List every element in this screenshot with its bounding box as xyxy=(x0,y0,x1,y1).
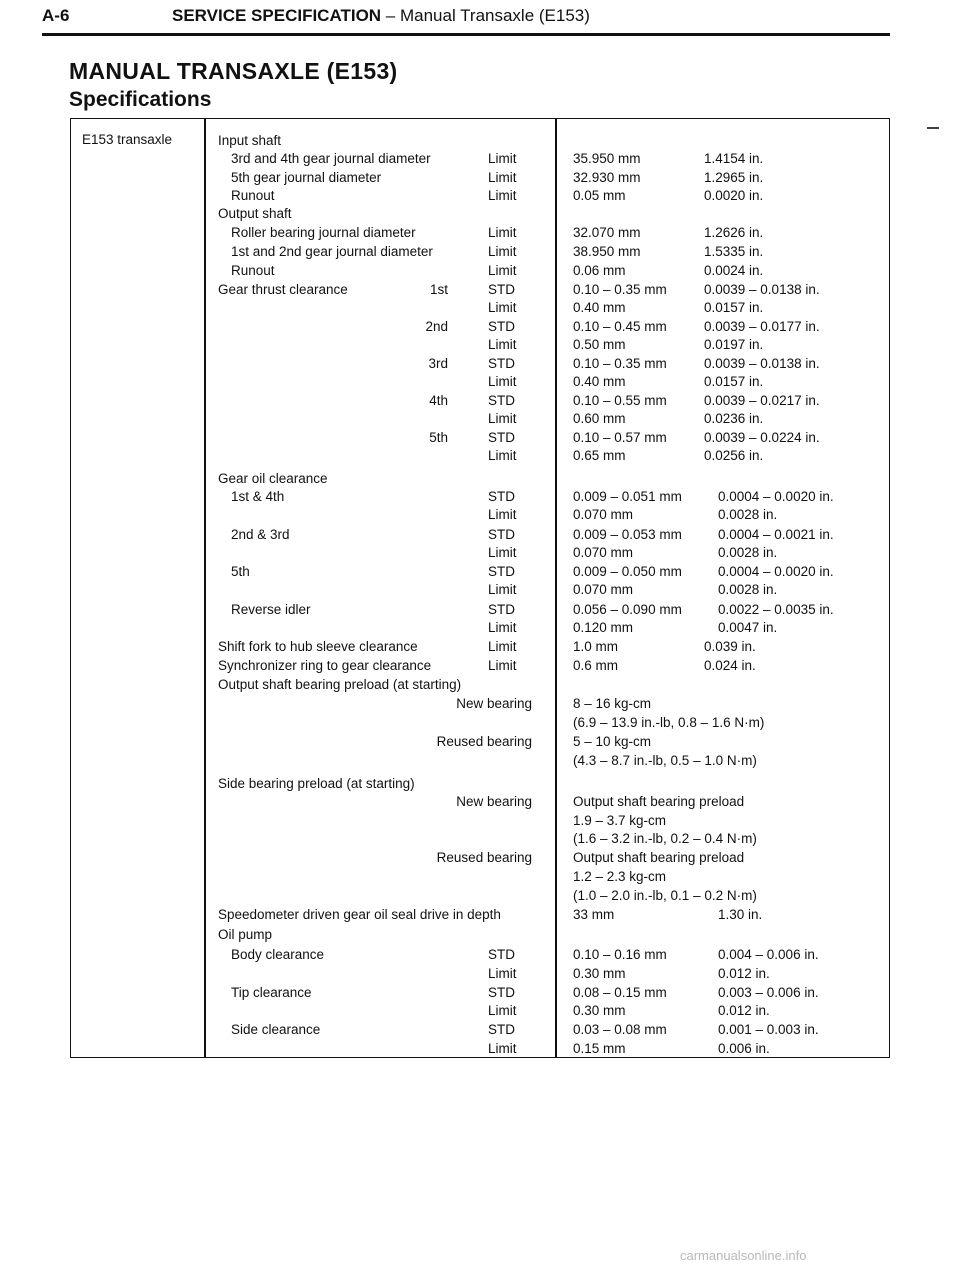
spec-metric-value: 35.950 mm xyxy=(573,151,641,166)
spec-sub-label: 5th xyxy=(429,430,448,445)
spec-metric-value: 0.10 – 0.35 mm xyxy=(573,282,667,297)
spec-label: 5th xyxy=(231,564,250,579)
spec-metric-value: 0.06 mm xyxy=(573,263,626,278)
spec-metric-value: (6.9 – 13.9 in.-lb, 0.8 – 1.6 N·m) xyxy=(573,715,765,730)
spec-imperial-value: 0.024 in. xyxy=(704,658,756,673)
spec-metric-value: 0.08 – 0.15 mm xyxy=(573,985,667,1000)
spec-sub-label: Reused bearing xyxy=(436,734,532,749)
spec-label: Tip clearance xyxy=(231,985,312,1000)
spec-imperial-value: 1.2626 in. xyxy=(704,225,764,240)
spec-metric-value: 0.070 mm xyxy=(573,507,634,522)
spec-imperial-value: 0.003 – 0.006 in. xyxy=(718,985,819,1000)
spec-imperial-value: 0.006 in. xyxy=(718,1041,770,1056)
spec-metric-value: 0.30 mm xyxy=(573,1003,626,1018)
spec-metric-value: 0.009 – 0.051 mm xyxy=(573,489,682,504)
spec-kind: Limit xyxy=(488,448,517,463)
spec-imperial-value: 0.012 in. xyxy=(718,1003,770,1018)
spec-imperial-value: 0.0039 – 0.0138 in. xyxy=(704,356,820,371)
spec-kind: STD xyxy=(488,947,515,962)
spec-kind: STD xyxy=(488,985,515,1000)
spec-metric-value: 0.10 – 0.55 mm xyxy=(573,393,667,408)
spec-kind: Limit xyxy=(488,337,517,352)
spec-label: Body clearance xyxy=(231,947,325,962)
spec-imperial-value: 0.0039 – 0.0224 in. xyxy=(704,430,820,445)
spec-imperial-value: 0.0039 – 0.0138 in. xyxy=(704,282,820,297)
spec-imperial-value: 0.0022 – 0.0035 in. xyxy=(718,602,834,617)
spec-metric-value: 0.070 mm xyxy=(573,582,634,597)
spec-metric-value: Output shaft bearing preload xyxy=(573,794,745,809)
page-number: A-6 xyxy=(42,6,70,25)
spec-imperial-value: 0.0028 in. xyxy=(718,582,778,597)
spec-label: 3rd and 4th gear journal diameter xyxy=(231,151,431,166)
section-title: Specifications xyxy=(69,88,212,111)
spec-kind: STD xyxy=(488,319,515,334)
spec-metric-value: 0.070 mm xyxy=(573,545,634,560)
spec-label: Side bearing preload (at starting) xyxy=(218,776,415,791)
spec-kind: Limit xyxy=(488,151,517,166)
spec-kind: STD xyxy=(488,393,515,408)
running-header-bold: SERVICE SPECIFICATION xyxy=(172,6,382,25)
spec-metric-value: 0.05 mm xyxy=(573,188,626,203)
spec-imperial-value: 0.0047 in. xyxy=(718,620,778,635)
spec-sub-label: 2nd xyxy=(425,319,448,334)
scan-mark xyxy=(927,127,939,129)
spec-metric-value: 0.60 mm xyxy=(573,411,626,426)
spec-label: 2nd & 3rd xyxy=(231,527,290,542)
spec-label: Gear oil clearance xyxy=(218,471,328,486)
spec-kind: Limit xyxy=(488,244,517,259)
spec-metric-value: 1.2 – 2.3 kg-cm xyxy=(573,869,667,884)
spec-imperial-value: 1.30 in. xyxy=(718,907,763,922)
spec-imperial-value: 0.039 in. xyxy=(704,639,756,654)
section-label: E153 transaxle xyxy=(82,132,173,147)
watermark: carmanualsonline.info xyxy=(680,1248,807,1263)
spec-sub-label: 3rd xyxy=(428,356,448,371)
spec-kind: Limit xyxy=(488,188,517,203)
spec-label: Output shaft bearing preload (at starting) xyxy=(218,677,462,692)
spec-kind: Limit xyxy=(488,966,517,981)
spec-kind: STD xyxy=(488,527,515,542)
spec-metric-value: 8 – 16 kg-cm xyxy=(573,696,652,711)
spec-metric-value: 38.950 mm xyxy=(573,244,641,259)
spec-sub-label: New bearing xyxy=(456,794,532,809)
header-rule xyxy=(42,33,890,36)
spec-imperial-value: 0.0020 in. xyxy=(704,188,764,203)
spec-metric-value: (1.6 – 3.2 in.-lb, 0.2 – 0.4 N·m) xyxy=(573,831,757,846)
spec-kind: Limit xyxy=(488,411,517,426)
spec-label: Shift fork to hub sleeve clearance xyxy=(218,639,418,654)
spec-metric-value: 0.120 mm xyxy=(573,620,634,635)
spec-imperial-value: 0.0004 – 0.0020 in. xyxy=(718,489,834,504)
spec-label: Roller bearing journal diameter xyxy=(231,225,416,240)
spec-metric-value: 32.070 mm xyxy=(573,225,641,240)
spec-kind: STD xyxy=(488,489,515,504)
spec-metric-value: 0.056 – 0.090 mm xyxy=(573,602,682,617)
spec-label: Output shaft xyxy=(218,206,292,221)
spec-imperial-value: 0.0004 – 0.0021 in. xyxy=(718,527,834,542)
spec-imperial-value: 0.0236 in. xyxy=(704,411,764,426)
spec-label: Input shaft xyxy=(218,133,282,148)
spec-metric-value: 0.40 mm xyxy=(573,300,626,315)
spec-kind: Limit xyxy=(488,263,517,278)
spec-kind: Limit xyxy=(488,1041,517,1056)
spec-imperial-value: 0.004 – 0.006 in. xyxy=(718,947,819,962)
spec-kind: STD xyxy=(488,282,515,297)
spec-metric-value: Output shaft bearing preload xyxy=(573,850,745,865)
spec-kind: Limit xyxy=(488,545,517,560)
spec-kind: Limit xyxy=(488,1003,517,1018)
spec-imperial-value: 1.5335 in. xyxy=(704,244,764,259)
spec-label: Side clearance xyxy=(231,1022,321,1037)
spec-sub-label: Reused bearing xyxy=(436,850,532,865)
spec-imperial-value: 0.0024 in. xyxy=(704,263,764,278)
spec-kind: Limit xyxy=(488,620,517,635)
spec-metric-value: 0.15 mm xyxy=(573,1041,626,1056)
spec-metric-value: 0.009 – 0.053 mm xyxy=(573,527,682,542)
spec-label: Reverse idler xyxy=(231,602,311,617)
spec-imperial-value: 0.0039 – 0.0177 in. xyxy=(704,319,820,334)
spec-metric-value: (1.0 – 2.0 in.-lb, 0.1 – 0.2 N·m) xyxy=(573,888,757,903)
spec-metric-value: 33 mm xyxy=(573,907,615,922)
spec-label: Speedometer driven gear oil seal drive in depth xyxy=(218,907,501,922)
spec-metric-value: 0.10 – 0.45 mm xyxy=(573,319,667,334)
spec-imperial-value: 1.4154 in. xyxy=(704,151,764,166)
running-header-rest: – Manual Transaxle (E153) xyxy=(381,6,590,25)
spec-metric-value: 0.6 mm xyxy=(573,658,619,673)
spec-kind: STD xyxy=(488,602,515,617)
spec-metric-value: 0.10 – 0.57 mm xyxy=(573,430,667,445)
spec-imperial-value: 1.2965 in. xyxy=(704,170,764,185)
spec-metric-value: 0.50 mm xyxy=(573,337,626,352)
spec-kind: STD xyxy=(488,564,515,579)
spec-metric-value: 0.03 – 0.08 mm xyxy=(573,1022,667,1037)
spec-metric-value: 0.10 – 0.16 mm xyxy=(573,947,667,962)
spec-label: Synchronizer ring to gear clearance xyxy=(218,658,432,673)
spec-metric-value: 5 – 10 kg-cm xyxy=(573,734,652,749)
spec-imperial-value: 0.012 in. xyxy=(718,966,770,981)
spec-metric-value: (4.3 – 8.7 in.-lb, 0.5 – 1.0 N·m) xyxy=(573,753,757,768)
spec-metric-value: 0.40 mm xyxy=(573,374,626,389)
page-title: MANUAL TRANSAXLE (E153) xyxy=(69,58,398,84)
spec-label: Runout xyxy=(231,188,275,203)
spec-kind: Limit xyxy=(488,658,517,673)
spec-metric-value: 1.0 mm xyxy=(573,639,619,654)
spec-imperial-value: 0.0028 in. xyxy=(718,545,778,560)
spec-metric-value: 32.930 mm xyxy=(573,170,641,185)
spec-label: Oil pump xyxy=(218,927,273,942)
spec-imperial-value: 0.0028 in. xyxy=(718,507,778,522)
spec-label: Gear thrust clearance xyxy=(218,282,348,297)
spec-label: 5th gear journal diameter xyxy=(231,170,382,185)
spec-imperial-value: 0.0256 in. xyxy=(704,448,764,463)
spec-kind: Limit xyxy=(488,507,517,522)
spec-sub-label: 1st xyxy=(429,282,448,297)
spec-label: 1st & 4th xyxy=(231,489,285,504)
spec-kind: Limit xyxy=(488,225,517,240)
spec-kind: STD xyxy=(488,356,515,371)
spec-imperial-value: 0.0157 in. xyxy=(704,300,764,315)
spec-metric-value: 0.10 – 0.35 mm xyxy=(573,356,667,371)
spec-sub-label: New bearing xyxy=(456,696,532,711)
spec-metric-value: 0.30 mm xyxy=(573,966,626,981)
spec-kind: Limit xyxy=(488,300,517,315)
spec-imperial-value: 0.0157 in. xyxy=(704,374,764,389)
spec-kind: Limit xyxy=(488,170,517,185)
spec-kind: STD xyxy=(488,1022,515,1037)
spec-kind: Limit xyxy=(488,639,517,654)
table-divider-1 xyxy=(204,118,206,1058)
spec-label: Runout xyxy=(231,263,275,278)
spec-kind: Limit xyxy=(488,374,517,389)
spec-imperial-value: 0.001 – 0.003 in. xyxy=(718,1022,819,1037)
spec-metric-value: 0.65 mm xyxy=(573,448,626,463)
spec-imperial-value: 0.0039 – 0.0217 in. xyxy=(704,393,820,408)
spec-kind: Limit xyxy=(488,582,517,597)
running-header xyxy=(172,6,590,26)
spec-imperial-value: 0.0004 – 0.0020 in. xyxy=(718,564,834,579)
spec-imperial-value: 0.0197 in. xyxy=(704,337,764,352)
spec-metric-value: 1.9 – 3.7 kg-cm xyxy=(573,813,667,828)
spec-sub-label: 4th xyxy=(429,393,448,408)
table-divider-2 xyxy=(555,118,557,1058)
spec-kind: STD xyxy=(488,430,515,445)
spec-label: 1st and 2nd gear journal diameter xyxy=(231,244,433,259)
spec-metric-value: 0.009 – 0.050 mm xyxy=(573,564,682,579)
